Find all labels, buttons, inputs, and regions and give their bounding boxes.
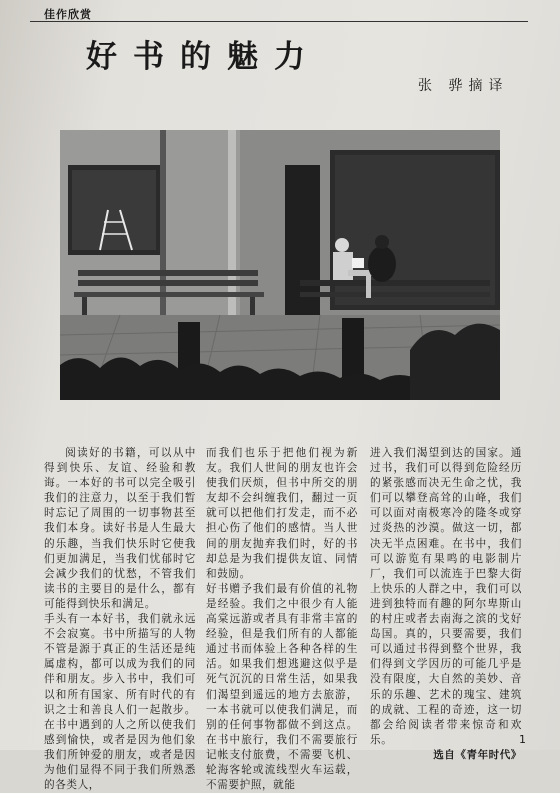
- article-byline: 张 骅摘译: [418, 78, 509, 94]
- article-column-2: [206, 446, 358, 793]
- article-text-col2: 而我们也乐于把他们视为新友。我们人世间的朋友也许会使我们厌烦，但书中所交的朋友却不会纠缠我们，翻过一页就可以把他们打发走，而不必担心伤了他们的感情。当人世间的朋友抛弃我们时，好的书却总是为我们提供友谊、同情和鼓励。 好书赠予我们最有价值的礼物是经验。我们之中很少有人能高棠远游或者具有非常丰富的经验，但是我们所有的人都能通过书而体验上各种各样的生活。如果我们想逃避这似乎是死气沉沉的日常生活，如果我们渴望到遥远的地方去旅游，一本书就可以使我们满足，而别的任何事物都做不到这点。在书中旅行，我们不需要旅行记帐支付旅费，不需要飞机、轮海客轮或流线型火车运载，不需要护照，就能: [206, 447, 358, 792]
- article-column-3: [370, 446, 522, 763]
- section-label: 佳作欣赏: [44, 8, 92, 21]
- photo-park-bench-reader-icon: [60, 130, 500, 400]
- article-title: 好书的魅力: [86, 39, 321, 75]
- article-source: 选自《青年时代》: [433, 748, 522, 761]
- article-text-col3: 进入我们渴望到达的国家。通过书，我们可以得到危险经历的紧张感而决无生命之忧，我们可以攀登高耸的山峰，我们可以面对南极寒冷的隆冬或穿过炎热的沙漠。做这一切，都决无半点困难。在书中，我们可以游览有果鸣的电影制片厂，我们可以流连于巴黎大街上快乐的人群之中，我们可以进到独特而有趣的阿尔卑斯山的村庄或者去南海之滨的戈好岛国。真的，只要需要，我们可以通过书得到整个世界，我们得到文学因历的可能几乎是没有限度，大自然的美妙、音乐的乐趣、艺术的瑰宝、建筑的成就、工程的奇迹，这一切都会给阅读者带来惊奇和欢乐。: [370, 447, 522, 746]
- header-rule: [30, 21, 528, 22]
- page-number: 1: [519, 733, 526, 746]
- article-column-1: [44, 446, 196, 793]
- article-text-col1: 阅读好的书籍，可以从中得到快乐、友谊、经验和教诲。一本好的书可以完全吸引我们的注意力，以至于我们暂时忘记了周围的一切事物甚至我们本身。读好书是人生最大的乐趣，当我们快乐时它使我们更加满足，当我们忧郁时它会减少我们的忧愁，不管我们读书的主要目的是什么，都有可能得到快乐和满足。 手头有一本好书，我们就永远不会寂寞。书中所描写的人物不管是源于真正的生活还是纯属虚构，都可以成为我们的同伴和朋友。步入书中，我们可以和所有国家、所有时代的有识之士和善良人们一起散步。在书中遇到的人之所以使我们感到愉快，或者是因为他们象我们所钟爱的朋友，或者是因为他们显得不同于我们所熟悉的各类人，: [44, 447, 196, 792]
